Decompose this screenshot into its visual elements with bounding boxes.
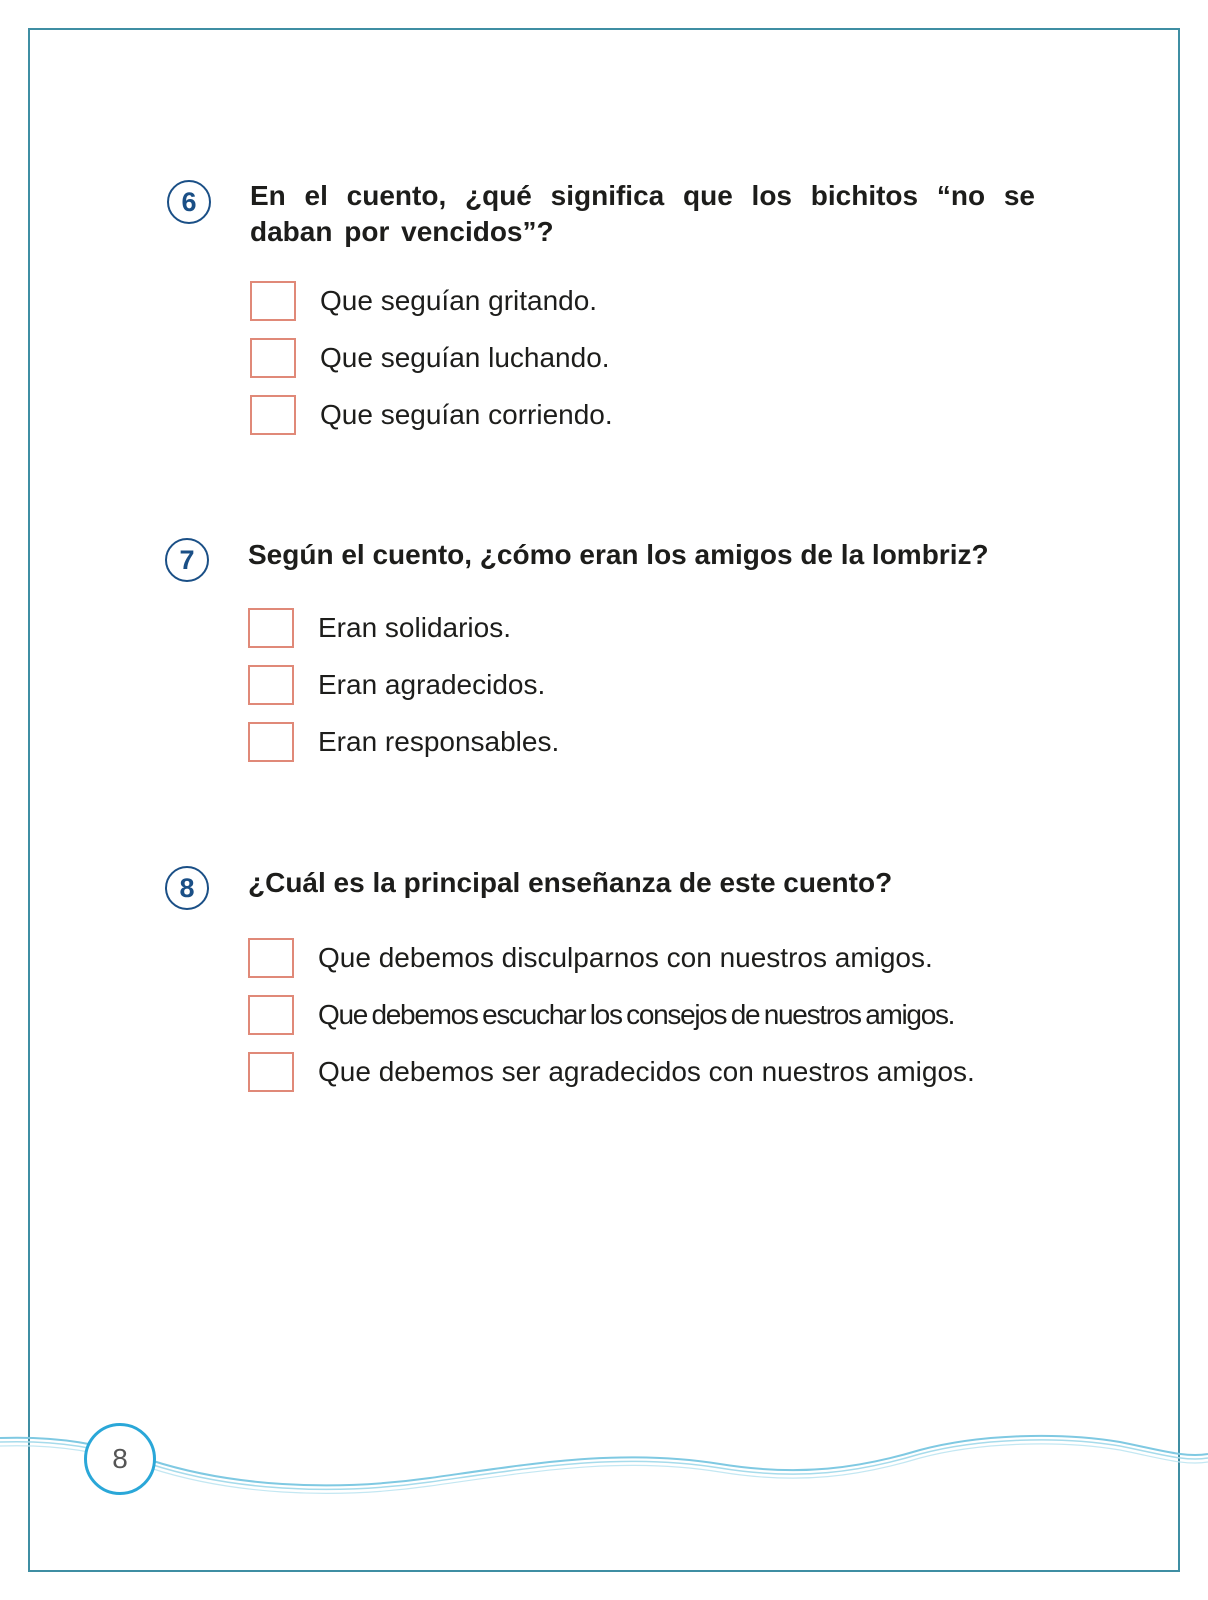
page-number: 8 xyxy=(84,1423,156,1495)
answer-label: Que debemos disculparnos con nuestros amigos. xyxy=(318,942,933,973)
question-text: ¿Cuál es la principal enseñanza de este cuento? xyxy=(248,867,893,898)
question-number-badge: 8 xyxy=(165,866,209,910)
answer-label: Que seguían gritando. xyxy=(320,285,598,316)
answer-checkbox[interactable] xyxy=(250,281,296,321)
answer-label: Que seguían luchando. xyxy=(320,342,610,373)
answer-label: Que seguían corriendo. xyxy=(320,399,613,430)
answer-checkbox[interactable] xyxy=(250,338,296,378)
answer-label: Eran responsables. xyxy=(318,726,560,757)
answer-checkbox[interactable] xyxy=(248,995,294,1035)
question-number-badge: 6 xyxy=(167,180,211,224)
answer-label: Eran solidarios. xyxy=(318,612,511,643)
answer-label: Eran agradecidos. xyxy=(318,669,546,700)
question-text: En el cuento, ¿qué significa que los bichitos “no se daban por vencidos”? xyxy=(250,180,1035,247)
page-frame xyxy=(28,28,1180,1572)
decorative-wave xyxy=(0,1420,1208,1510)
answer-checkbox[interactable] xyxy=(250,395,296,435)
answer-label: Que debemos ser agradecidos con nuestros amigos. xyxy=(318,1056,975,1087)
answer-checkbox[interactable] xyxy=(248,608,294,648)
answer-checkbox[interactable] xyxy=(248,722,294,762)
question-text: Según el cuento, ¿cómo eran los amigos de la lombriz? xyxy=(248,539,989,570)
answer-checkbox[interactable] xyxy=(248,938,294,978)
answer-checkbox[interactable] xyxy=(248,1052,294,1092)
answer-checkbox[interactable] xyxy=(248,665,294,705)
question-number-badge: 7 xyxy=(165,538,209,582)
answer-label: Que debemos escuchar los consejos de nuestros amigos. xyxy=(318,999,955,1030)
